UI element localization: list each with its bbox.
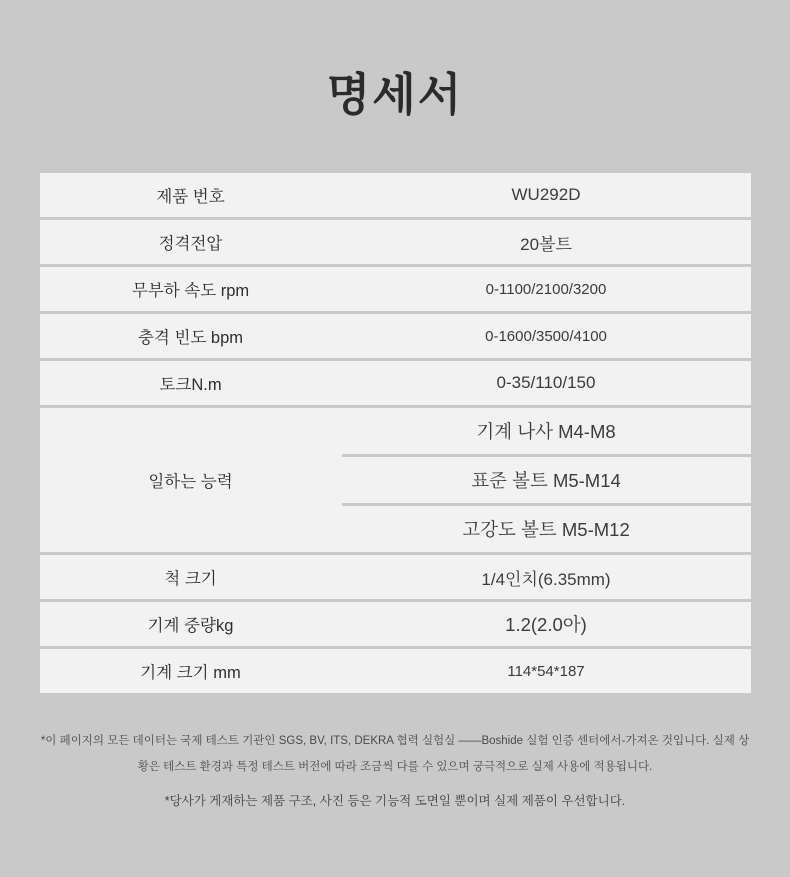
spec-label: 충격 빈도 bpm [40, 314, 342, 358]
table-row [40, 267, 751, 311]
table-row [40, 408, 751, 454]
spec-value: 1/4인치(6.35mm) [342, 555, 751, 599]
table-row [40, 361, 751, 405]
table-row [40, 220, 751, 264]
spec-label: 일하는 능력 [40, 408, 342, 552]
spec-value: 1.2(2.0아) [342, 602, 751, 646]
spec-value: 0-1600/3500/4100 [342, 314, 751, 358]
specification-table [40, 170, 751, 696]
table-row [40, 173, 751, 217]
footnotes [35, 730, 755, 815]
specification-table-body [40, 173, 751, 693]
page-title: 명세서 [326, 69, 464, 120]
spec-label: 기계 중량kg [40, 602, 342, 646]
footnote-line-3: *당사가 게재하는 제품 구조, 사진 등은 기능적 도면일 뿐이며 실제 제품이 우선합니다. [164, 794, 626, 809]
spec-value: 0-35/110/150 [342, 361, 751, 405]
spec-label: 척 크기 [40, 555, 342, 599]
footnote-line-1: *이 페이지의 모든 데이터는 국제 테스트 기관인 SGS, BV, ITS, DEKRA 협력 실험실 ——Boshide 실험 인증 센터에서-가져온 것입니다. 실제 상 [40, 735, 750, 747]
spec-value: 0-1100/2100/3200 [342, 267, 751, 311]
spec-value: 114*54*187 [342, 649, 751, 693]
spec-value: 표준 볼트 M5-M14 [342, 457, 751, 503]
table-row [40, 314, 751, 358]
spec-label: 제품 번호 [40, 173, 342, 217]
spec-value: 기계 나사 M4-M8 [342, 408, 751, 454]
spec-value: WU292D [342, 173, 751, 217]
spec-label: 무부하 속도 rpm [40, 267, 342, 311]
spec-value: 20볼트 [342, 220, 751, 264]
spec-label: 정격전압 [40, 220, 342, 264]
spec-label: 기계 크기 mm [40, 649, 342, 693]
spec-label: 토크N.m [40, 361, 342, 405]
spec-value: 고강도 볼트 M5-M12 [342, 506, 751, 552]
table-row [40, 555, 751, 599]
table-row [40, 602, 751, 646]
footnote-line-2: 황은 테스트 환경과 특정 테스트 버전에 따라 조금씩 다를 수 있으며 궁극적으로 실제 사용에 적용됩니다. [137, 760, 653, 773]
table-row [40, 649, 751, 693]
